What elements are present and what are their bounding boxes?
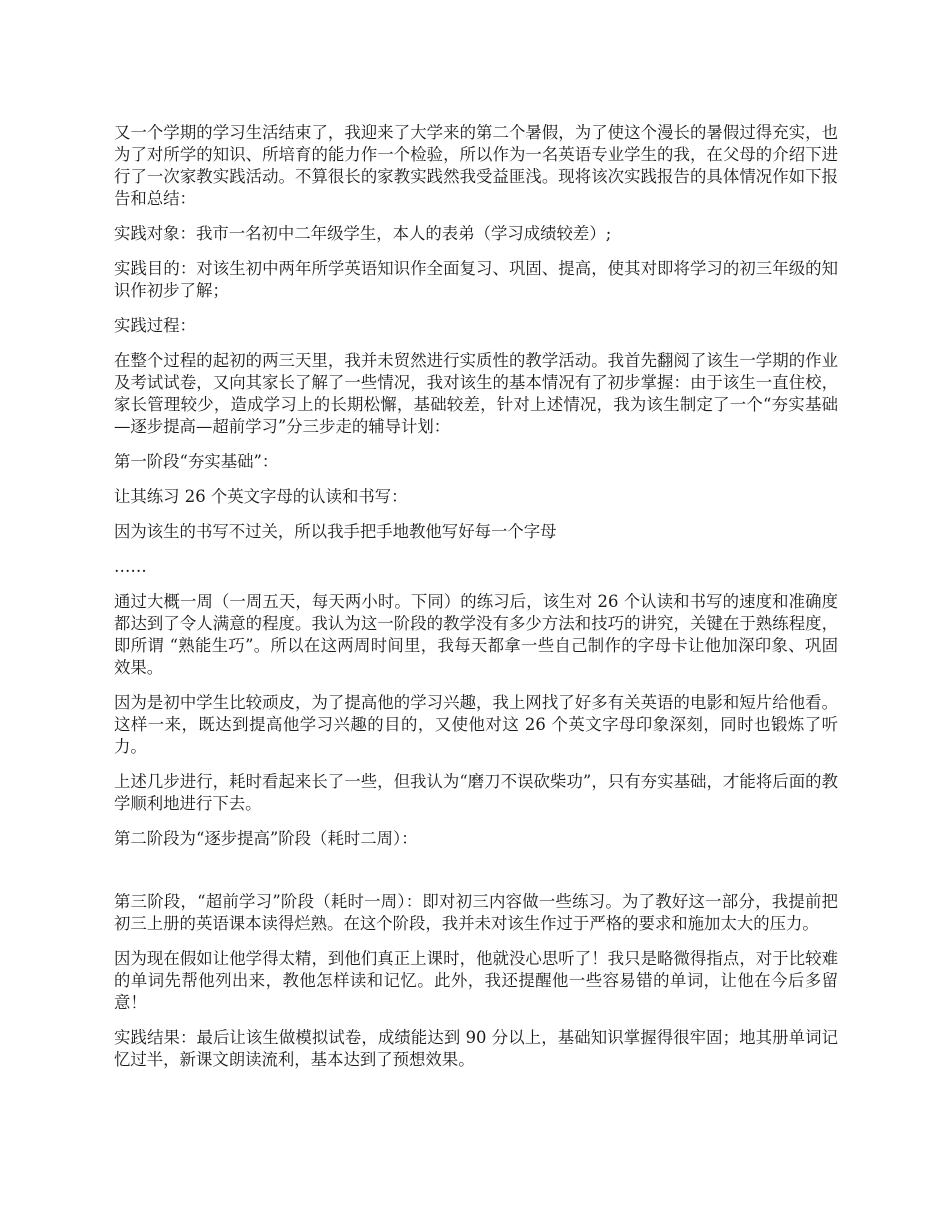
stage-three-paragraph: 第三阶段，“超前学习”阶段（耗时一周）：即对初三内容做一些练习。为了教好这一部分，我提前把初三上册的英语课本读得烂熟。在这个阶段，我并未对该生作过于严格的要求和施加太大的压力。 xyxy=(114,892,838,933)
practice-subject-paragraph: 实践对象：我市一名初中二年级学生，本人的表弟（学习成绩较差）; xyxy=(114,224,612,243)
stage-one-result-paragraph: 通过大概一周（一周五天，每天两小时。下同）的练习后，该生对 26 个认读和书写的速度和准确度都达到了令人满意的程度。我认为这一阶段的教学没有多少方法和技巧的讲究，关键在于熟练程度，即所谓 “熟能生巧”。所以在这两周时间里，我每天都拿一些自己制作的字母卡让他加深印象、巩固效果。 xyxy=(114,592,838,677)
stage-one-heading: 第一阶段“夯实基础”： xyxy=(114,452,279,471)
practice-goal-paragraph: 实践目的：对该生初中两年所学英语知识作全面复习、巩固、提高，使其对即将学习的初三年级的知识作初步了解； xyxy=(114,259,838,300)
stage-one-writing-paragraph: 因为该生的书写不过关，所以我手把手地教他写好每一个字母 xyxy=(114,522,557,541)
blank-space xyxy=(114,863,838,891)
document-body xyxy=(114,122,838,1084)
practice-process-heading: 实践过程： xyxy=(114,316,196,335)
stage-one-task-paragraph: 让其练习 26 个英文字母的认读和书写： xyxy=(114,487,408,506)
foundation-paragraph: 上述几步进行，耗时看起来长了一些，但我认为“磨刀不误砍柴功”，只有夯实基础，才能将后面的教学顺利地进行下去。 xyxy=(114,772,838,813)
stage-three-detail-paragraph: 因为现在假如让他学得太精，到他们真正上课时，他就没心思听了！我只是略微得指点，对于比较难的单词先帮他列出来，教他怎样读和记忆。此外，我还提醒他一些容易错的单词，让他在今后多留意！ xyxy=(114,949,838,1012)
process-overview-paragraph: 在整个过程的起初的两三天里，我并未贸然进行实质性的教学活动。我首先翻阅了该生一学期的作业及考试试卷，又向其家长了解了一些情况，我对该生的基本情况有了初步掌握：由于该生一直住校，家长管理较少，造成学习上的长期松懈，基础较差，针对上述情况，我为该生制定了一个“夯实基础—逐步提高—超前学习”分三步走的辅导计划： xyxy=(114,351,838,436)
stage-two-heading: 第二阶段为“逐步提高”阶段（耗时二周）： xyxy=(114,829,418,848)
ellipsis-paragraph: …… xyxy=(114,557,147,576)
intro-paragraph: 又一个学期的学习生活结束了，我迎来了大学来的第二个暑假，为了使这个漫长的暑假过得充实，也为了对所学的知识、所培育的能力作一个检验，所以作为一名英语专业学生的我，在父母的介绍下进行了一次家教实践活动。不算很长的家教实践然我受益匪浅。现将该次实践报告的具体情况作如下报告和总结： xyxy=(114,123,838,208)
interest-paragraph: 因为是初中学生比较顽皮，为了提高他的学习兴趣，我上网找了好多有关英语的电影和短片给他看。这样一来，既达到提高他学习兴趣的目的，又使他对这 26 个英文字母印象深刻，同时也锻炼了听力。 xyxy=(114,693,838,756)
practice-result-paragraph: 实践结果：最后让该生做模拟试卷，成绩能达到 90 分以上，基础知识掌握得很牢固；地其册单词记忆过半，新课文朗读流利，基本达到了预想效果。 xyxy=(114,1028,838,1069)
